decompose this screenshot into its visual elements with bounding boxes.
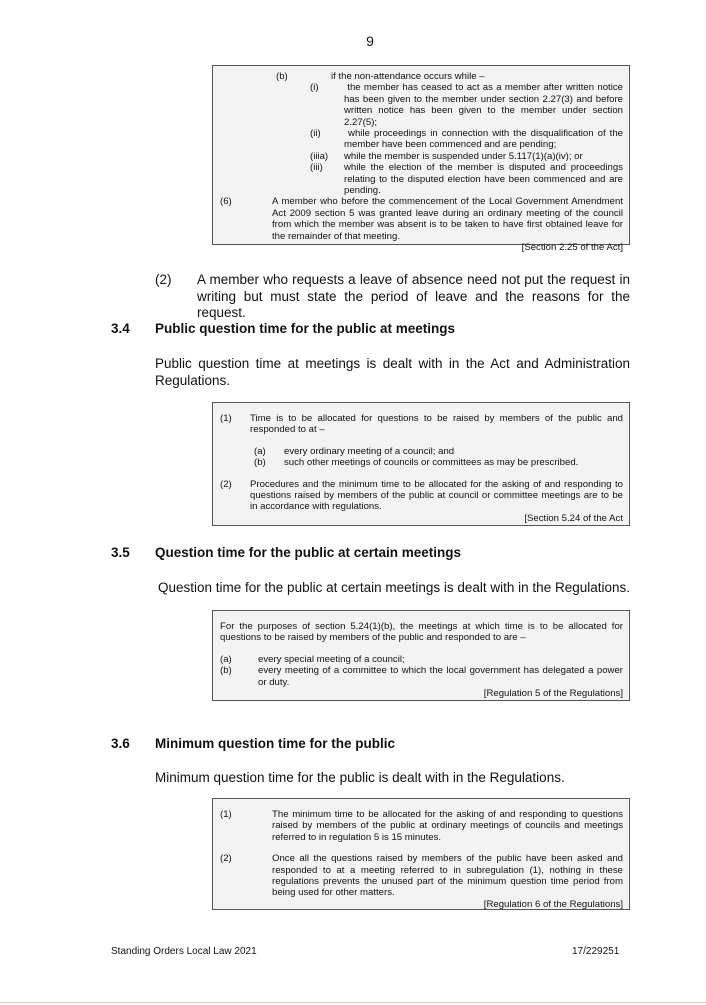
- subclause-iiia-text: while the member is suspended under 5.117(1)(a)(iv); or: [344, 150, 583, 162]
- item-a-text: every special meeting of a council;: [258, 653, 405, 665]
- page-number: 9: [366, 33, 374, 49]
- quote-box-regulation-5: [212, 610, 630, 701]
- subclause-ii-label: (ii): [310, 128, 321, 140]
- clause-2-label: (2): [220, 478, 232, 490]
- subclause-iii-label: (iii): [310, 162, 323, 174]
- intro-text: For the purposes of section 5.24(1)(b), the meetings at which time is to be allocated for questions to be raised by members of the public and responded to are –: [220, 621, 623, 644]
- item-b-text: every meeting of a committee to which the local government has delegated a power or duty.: [258, 665, 623, 688]
- subclause-i-text: the member has ceased to act as a member after written notice has been given to the member under section 2.27(3) and before written notice has been given to the member under section 2.27(5);: [344, 82, 626, 128]
- para-2-text: A member who requests a leave of absence need not put the request in writing but must state the period of leave and the reasons for the request.: [197, 272, 630, 320]
- clause-a-text: every ordinary meeting of a council; and: [284, 445, 455, 457]
- clause-6: [220, 196, 623, 242]
- clause-1: [220, 413, 623, 436]
- reg-clause-2-label: (2): [220, 853, 232, 865]
- citation: [Regulation 6 of the Regulations]: [483, 898, 623, 910]
- footer-title: Standing Orders Local Law 2021: [111, 946, 257, 957]
- section-3-6-number: 3.6: [111, 736, 130, 751]
- footer-doc-number: 17/229251: [572, 946, 620, 957]
- reg-clause-1-text: The minimum time to be allocated for the asking of and responding to questions raised by members of the public at ordinary meetings of councils and meetings referred to in regulation 5 is 15 minutes.: [272, 809, 623, 843]
- section-3-6-title: Minimum question time for the public: [155, 736, 396, 751]
- clause-b-text: if the non-attendance occurs while –: [331, 71, 485, 82]
- citation: [Section 5.24 of the Act: [524, 512, 623, 524]
- subclause-iiia: [220, 151, 623, 162]
- quote-box-section-2-25: [212, 65, 630, 254]
- quote-box-regulation-6: [212, 798, 630, 910]
- clause-a-label: (a): [254, 445, 266, 457]
- citation: [Section 2.25 of the Act]: [521, 242, 623, 254]
- subclause-iiia-label: (iiia): [310, 150, 329, 162]
- item-b: [220, 665, 623, 688]
- section-3-5-title: Question time for the public at certain meetings: [155, 545, 462, 560]
- clause-2-text: Procedures and the minimum time to be allocated for the asking of and responding to questions raised by members of the public at council or committee meetings are to be in accordance with regulations.: [250, 478, 623, 513]
- item-a-label: (a): [220, 653, 232, 665]
- reg-clause-1-label: (1): [220, 809, 232, 820]
- subclause-i-label: (i): [310, 82, 319, 94]
- subclause-i: [220, 82, 626, 128]
- item-a: [220, 654, 623, 665]
- clause-2: [220, 479, 623, 513]
- citation: [Regulation 5 of the Regulations]: [483, 688, 623, 700]
- reg-clause-1: [220, 809, 623, 843]
- subclause-iii-text: while the election of the member is disputed and proceedings relating to the disputed election have been commenced and are pending.: [344, 162, 623, 197]
- reg-clause-2: [220, 853, 623, 899]
- clause-b-label: (b): [276, 71, 288, 82]
- para-2-label: (2): [155, 272, 172, 287]
- clause-6-label: (6): [220, 196, 232, 208]
- clause-b2-label: (b): [254, 457, 266, 469]
- page-bottom-divider: [0, 1002, 706, 1003]
- section-3-5-number: 3.5: [111, 545, 130, 560]
- section-3-6-body: Minimum question time for the public is dealt with in the Regulations.: [155, 770, 565, 785]
- clause-6-text: A member who before the commencement of the Local Government Amendment Act 2009 section 5 was granted leave during an ordinary meeting of the council from which the member was absent is to be taken to have first obtained leave for the remainder of that meeting.: [272, 196, 623, 242]
- clause-1-label: (1): [220, 413, 232, 424]
- item-b-label: (b): [220, 665, 232, 677]
- section-3-4-number: 3.4: [111, 321, 130, 336]
- section-3-5-body: Question time for the public at certain meetings is dealt with in the Regulations.: [158, 580, 630, 595]
- clause-b2: [220, 457, 623, 468]
- quote-box-section-5-24: [212, 402, 630, 526]
- reg-clause-2-text: Once all the questions raised by members of the public have been asked and responded to at a meeting referred to in subregulation (1), nothing in these regulations prevents the unused part of the minimum question time period from being used for other matters.: [272, 853, 623, 899]
- clause-a: [220, 446, 623, 457]
- clause-b2-text: such other meetings of councils or committees as may be prescribed.: [284, 457, 579, 469]
- subclause-ii: [220, 128, 626, 151]
- clause-1-text: Time is to be allocated for questions to be raised by members of the public and responded to at –: [250, 413, 623, 436]
- subclause-iii: [220, 162, 623, 196]
- section-3-4-body: Public question time at meetings is dealt with in the Act and Administration Regulations.: [155, 356, 630, 388]
- clause-b: [220, 71, 623, 82]
- section-3-4-title: Public question time for the public at meetings: [155, 321, 456, 336]
- subclause-ii-text: while proceedings in connection with the disqualification of the member have been commenced and are pending;: [344, 128, 626, 151]
